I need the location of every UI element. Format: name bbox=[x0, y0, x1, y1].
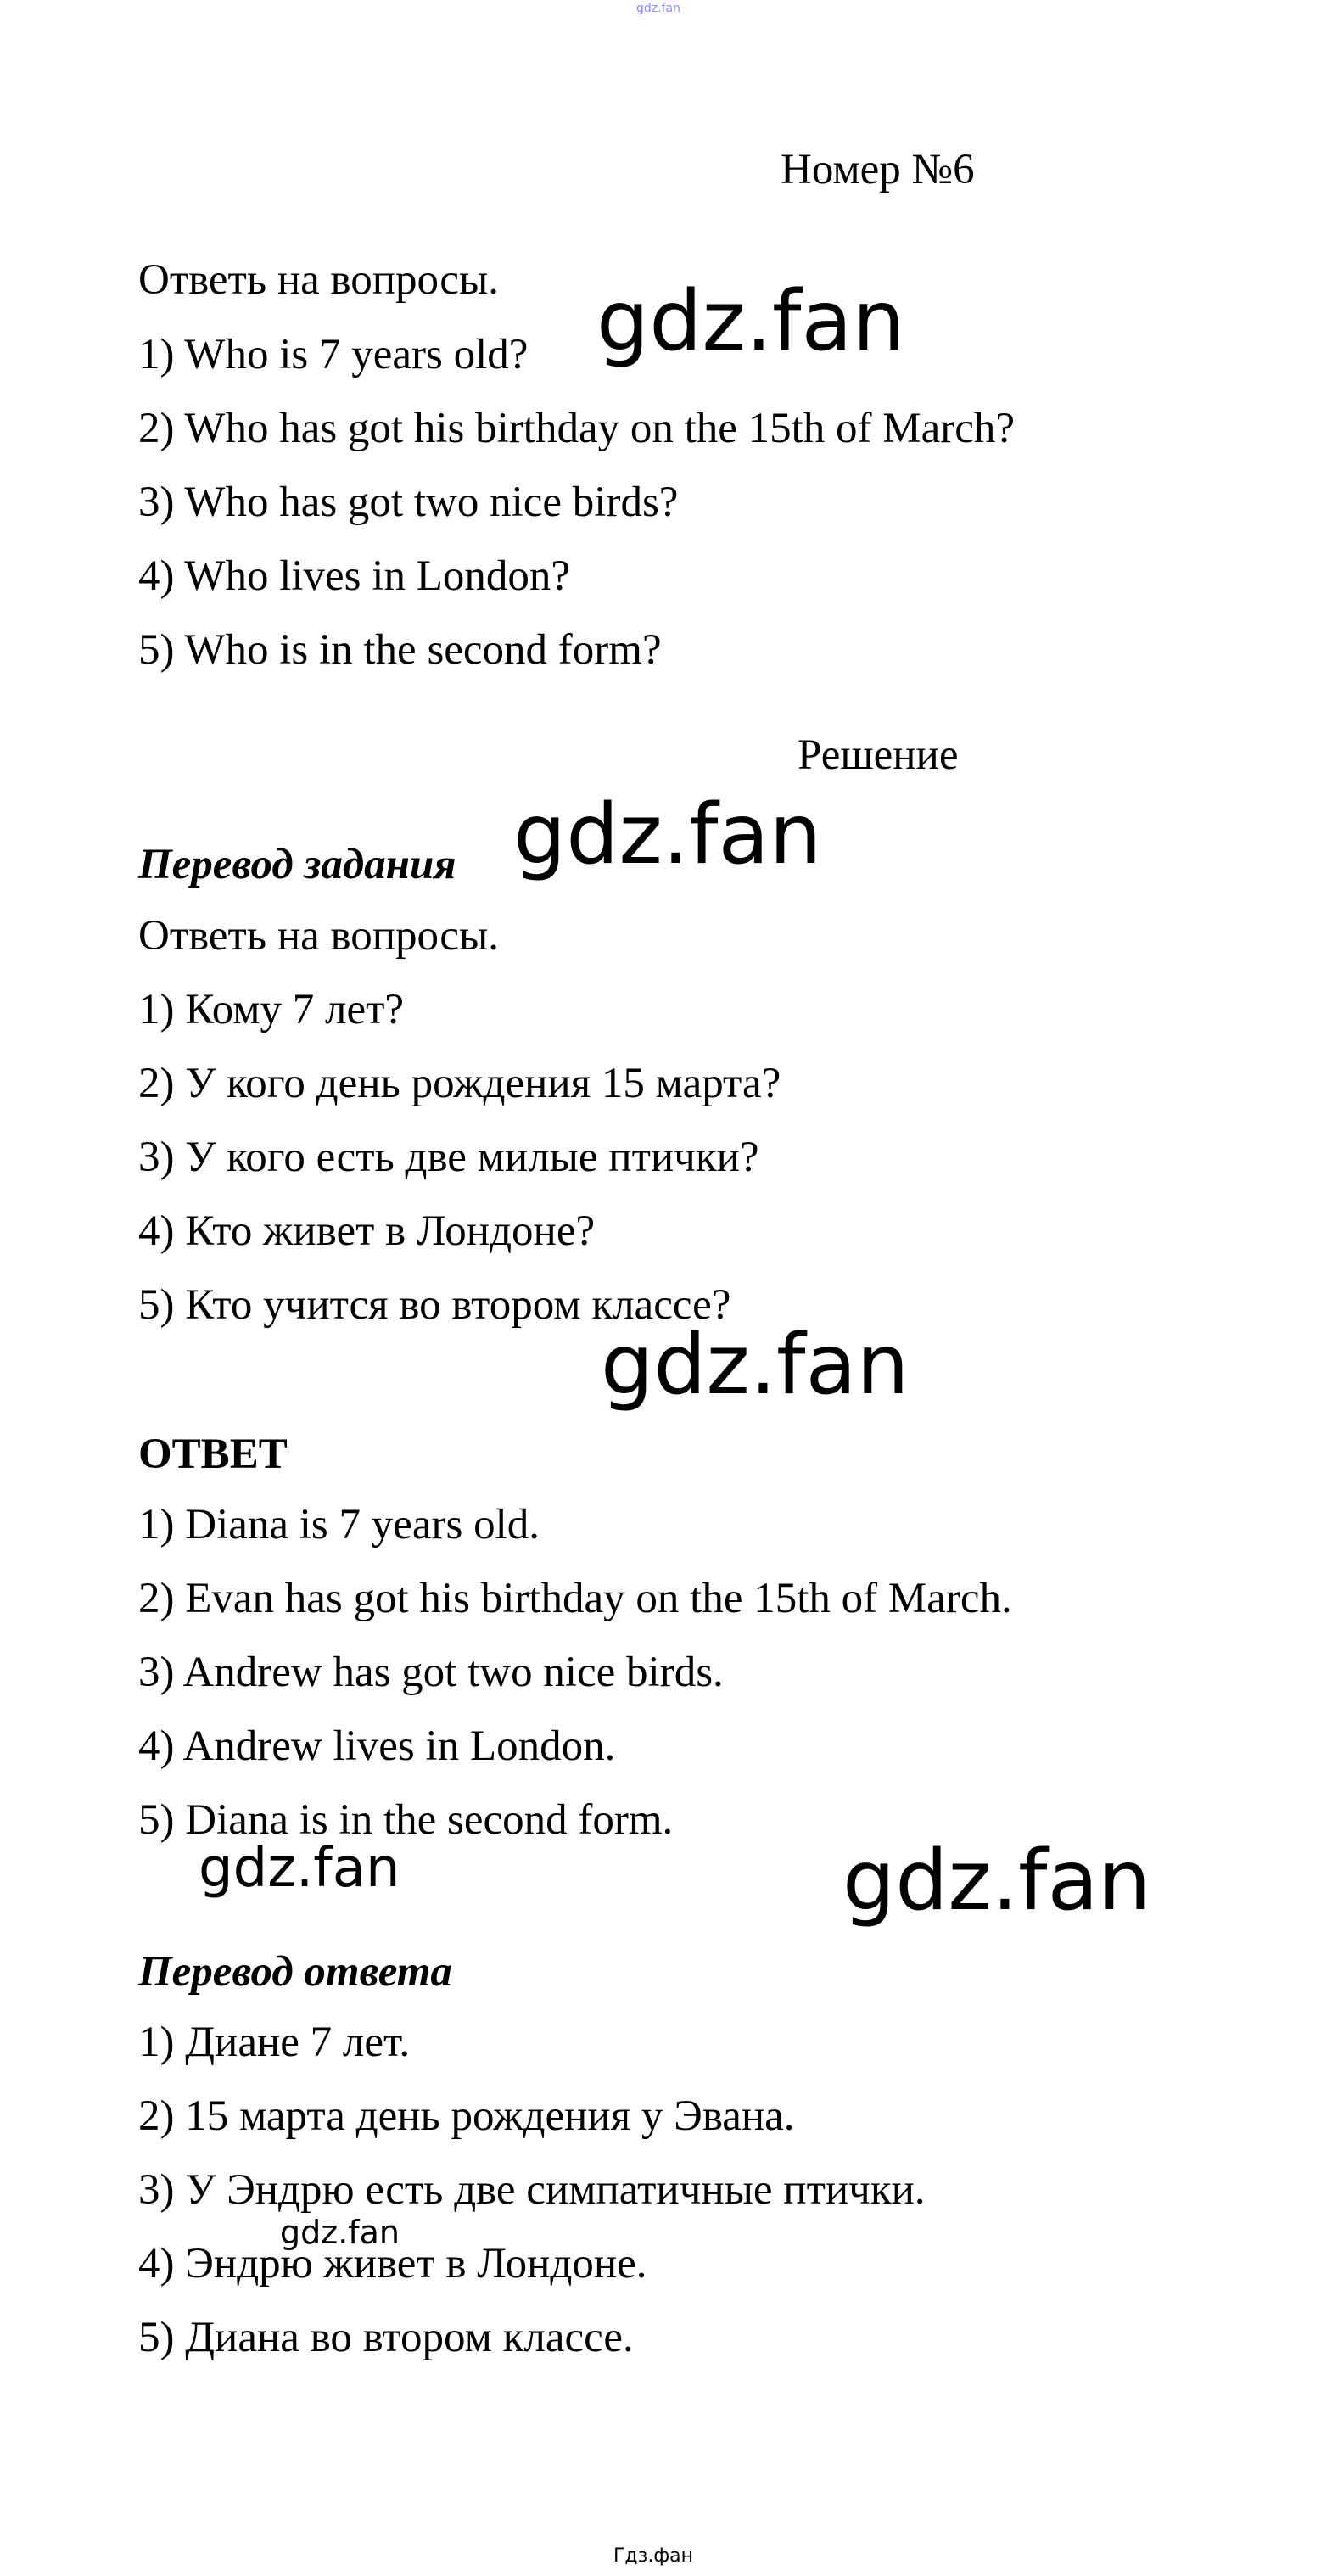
task-translation-question: 3) У кого есть две милые птички? bbox=[138, 1134, 759, 1181]
answer-line: 1) Diana is 7 years old. bbox=[138, 1501, 540, 1548]
answer-translation-line: 3) У Эндрю есть две симпатичные птички. bbox=[138, 2166, 926, 2214]
watermark: gdz.fan bbox=[199, 1837, 400, 1900]
answer-line: 3) Andrew has got two nice birds. bbox=[138, 1649, 724, 1696]
task-intro: Ответь на вопросы. bbox=[138, 256, 499, 304]
watermark: gdz.fan bbox=[280, 2214, 400, 2251]
top-watermark: gdz.fan bbox=[636, 2, 680, 15]
answer-heading: ОТВЕТ bbox=[138, 1431, 288, 1478]
answer-line: 5) Diana is in the second form. bbox=[138, 1796, 674, 1844]
task-question: 2) Who has got his birthday on the 15th of March? bbox=[138, 405, 1016, 452]
watermark: gdz.fan bbox=[513, 787, 822, 883]
watermark: gdz.fan bbox=[601, 1317, 910, 1414]
task-translation-heading: Перевод задания bbox=[138, 841, 456, 888]
watermark: gdz.fan bbox=[596, 273, 905, 370]
answer-translation-line: 2) 15 марта день рождения у Эвана. bbox=[138, 2092, 795, 2140]
answer-line: 4) Andrew lives in London. bbox=[138, 1722, 616, 1770]
task-translation-question: 4) Кто живет в Лондоне? bbox=[138, 1207, 596, 1255]
task-question: 4) Who lives in London? bbox=[138, 552, 570, 600]
task-translation-question: 2) У кого день рождения 15 марта? bbox=[138, 1060, 781, 1107]
task-question: 3) Who has got two nice birds? bbox=[138, 479, 679, 526]
answer-translation-line: 1) Диане 7 лет. bbox=[138, 2019, 411, 2066]
answer-translation-heading: Перевод ответа bbox=[138, 1948, 452, 1996]
task-question: 5) Who is in the second form? bbox=[138, 626, 662, 674]
task-translation-question: 5) Кто учится во втором классе? bbox=[138, 1281, 731, 1329]
task-translation-question: 1) Кому 7 лет? bbox=[138, 986, 405, 1033]
footer-label: Гдз.фан bbox=[613, 2545, 693, 2567]
watermark: gdz.fan bbox=[842, 1833, 1151, 1929]
answer-translation-line: 5) Диана во втором классе. bbox=[138, 2314, 634, 2361]
page-title: Номер №6 bbox=[781, 146, 975, 193]
answer-translation-line: 4) Эндрю живет в Лондоне. bbox=[138, 2240, 647, 2288]
solution-title: Решение bbox=[798, 731, 959, 779]
task-question: 1) Who is 7 years old? bbox=[138, 331, 529, 378]
task-translation-intro: Ответь на вопросы. bbox=[138, 912, 499, 960]
answer-line: 2) Evan has got his birthday on the 15th of March. bbox=[138, 1575, 1012, 1622]
